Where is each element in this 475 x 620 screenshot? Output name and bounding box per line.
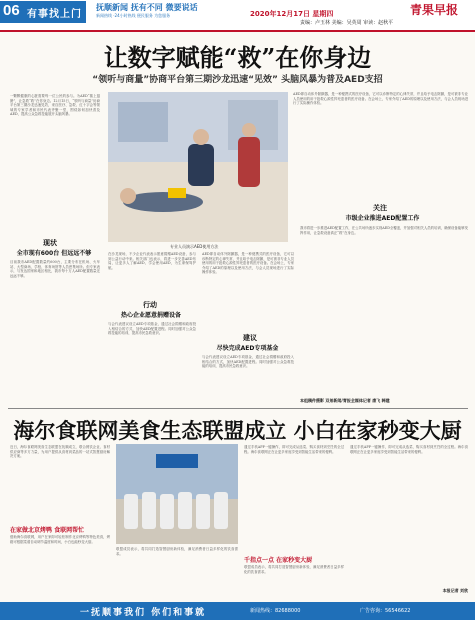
section-heading-roast-duck: 在家做北京烤鸭 食联网帮忙 [10, 527, 85, 534]
footer-hotline: 新闻热线：82688000 [250, 608, 301, 614]
story1-col-action: 与会代表建议设立AED专项基金，通过社会捐赠和政府投入相结合的方式，加快AED配置进程。同时加强对公众急救技能的培训，提高市民急救意识。 [108, 322, 196, 336]
story1-reporter: 本组稿件摄影 双弟新闻/青报全媒体记者 康飞 韩建 [300, 398, 390, 403]
story2-col-roast-duck: 借助海尔食联网，用户在家即可轻松制作北京烤鸭等特色美食，烤箱可根据菜谱自动调节温度和时间，小白也能秒变大厨。 [10, 535, 110, 544]
story1-col-middle: 在沙龙现场，不少企业代表表示愿意捐赠AED设备，参与到公益行动中来。相关部门也表示，将进一步完善AED布局，让更多人了解AED、学会使用AED，为生命保驾护航。 [108, 252, 196, 270]
section-name: 有事找上门 [27, 9, 82, 20]
section-heading-app: 千指点一点 在家秒变大厨 [244, 557, 313, 564]
section-heading-action: 行动 [143, 301, 157, 309]
story1-subheadline: “领听与商量”协商平台第三期沙龙迅速“见效” 头脑风暴为普及AED支招 [92, 75, 383, 85]
section-subheading-action: 热心企业愿意捐赠设备 [120, 312, 181, 319]
issue-date: 2020年12月17日 星期四 [250, 10, 334, 18]
story2-headline: 海尔食联网美食生态联盟成立 小白在家秒变大厨 [13, 418, 462, 443]
story2-reporter: 本报记者 刘欣 [442, 588, 468, 593]
haier-event-illustration [116, 444, 238, 544]
story1-col-status: 目前我市AED配置数量约600台，主要分布在机场、火车站、大型商场、学校、体育场馆等人员密集场所。但专家表示，与发达国家和地区相比，我市每十万人AED配置数量还远远不够。 [10, 260, 100, 278]
story1-col-suggest: 与会代表建议设立AED专项基金，通过社会捐赠和政府投入相结合的方式，加快AED配置进程。同时加强对公众急救技能的培训，提高市民急救意识。 [202, 355, 294, 369]
header-divider [0, 30, 475, 32]
story2-col-middle: 联盟成员表示，将共同打造智慧厨房新体验，满足消费者日益多样化的饮食需求。 [116, 547, 238, 556]
story2-col-far-right: 通过手机APP一键操作，即可完成从选菜、购买食材到烹饪的全过程。海尔食联网正在让更多家庭享受到智能生活带来的便利。 [350, 445, 468, 454]
cpr-demo-illustration [108, 92, 288, 242]
story1-col-suggest-top: AED即自动体外除颤器，是一种便携式的医疗设备，它可以诊断特定的心律失常，并且给予电击除颤，是可被非专业人员使用的用于抢救心源性猝死患者的医疗设备。在会场上，专家介绍了AED的原理以及使用方法，与会人员现场进行了实际操作体验。 [202, 252, 294, 275]
story1-photo [108, 92, 288, 242]
story2-col-app: 联盟成员表示，将共同打造智慧厨房新体验，满足消费者日益多样化的饮食需求。 [244, 565, 344, 574]
story2-col-right: 通过手机APP一键操作，即可完成从选菜、购买食材到烹饪的全过程。海尔食联网正在让更多家庭享受到智能生活带来的便利。 [244, 445, 344, 454]
story1-headline: 让数字赋能“救”在你身边 [103, 43, 372, 72]
story1-col-right-top: AED即自动体外除颤器，是一种便携式的医疗设备，它可以诊断特定的心律失常，并且给予电击除颤，是可被非专业人员使用的用于抢救心源性猝死患者的医疗设备。在会场上，专家介绍了AED的原理以及使用方法，与会人员现场进行了实际操作体验。 [293, 92, 468, 106]
story-divider [8, 408, 468, 409]
footer-ad-contact: 广告咨询：56546622 [360, 608, 411, 614]
section-heading-status: 现状 [43, 239, 57, 247]
page-number: 06 [3, 2, 20, 19]
section-heading-suggest: 建议 [243, 334, 257, 342]
section-heading-focus: 关注 [373, 204, 387, 212]
story1-intro: 一颗颗健康的心脏需要每一位公民的参与。为AED“插上翅膀”，让急救“救”在你身边。12月15日，“领听与商量”协商平台第三期沙龙迅速见效，来自医疗、急救、红十字会等领域的专家学者和市民代表齐聚一堂，围绕如何加快普及AED、提高公众急救技能展开头脑风暴。 [10, 94, 100, 117]
newspaper-logo: 青果早报 [409, 3, 458, 17]
story2-photo [116, 444, 238, 544]
story2-intro: 近日，海尔食联网美食生态联盟在抚顺成立，联合餐饮企业、食材供应商等多方力量，为用户提供从食材到菜品的一站式智慧厨房解决方案。 [10, 445, 110, 459]
section-subheading-focus: 市级企业推进AED配置工作 [345, 215, 420, 222]
header-slogan: 抚顺新闻 抚有不同 微要说话 [96, 3, 198, 12]
footer-slogan: 一抚顺事我们 你们和事就 [80, 608, 207, 618]
section-subheading-suggest: 尽快完成AED专项基金 [216, 345, 279, 352]
header-slogan-small: 新闻热线 ·24小时热线 便民服务 为您服务 [96, 13, 171, 18]
section-subheading-status: 全市现有600台 但远远不够 [16, 250, 92, 257]
story1-photo-caption: 专业人员演示AED使用方法 [170, 244, 219, 249]
staff-credits: 责编：卢玉林 美编：吴英周 审读：赵秋平 [300, 20, 394, 26]
story1-col-focus: 我市将进一步推进AED配置工作，在公共场所逐步实现AED全覆盖，并加强对相关人员的培训，确保设备能够发挥作用，让急救设备真正“救”在身边。 [300, 226, 468, 235]
